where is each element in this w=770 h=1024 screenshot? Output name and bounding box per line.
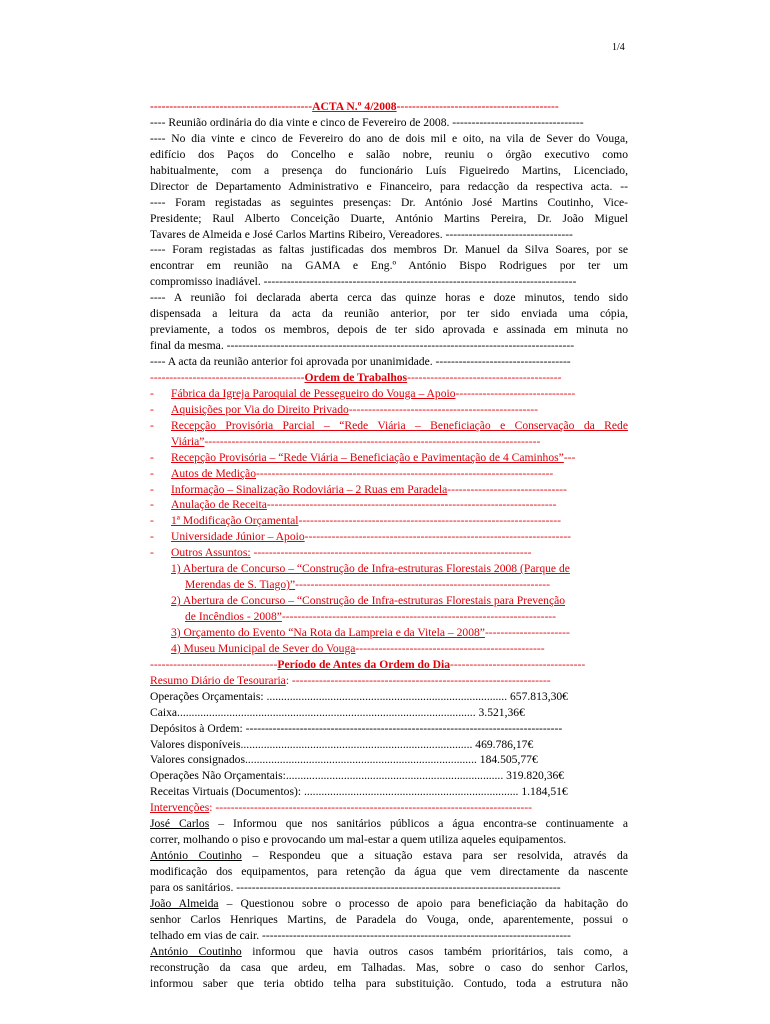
- agenda-item: [150, 402, 628, 418]
- agenda-item-fill: ---: [563, 450, 576, 464]
- outros-item-text: Merendas de S. Tiago)”: [185, 578, 296, 592]
- intervention-text: informou que havia outros casos também prioritários, tais como, a: [241, 944, 628, 958]
- agenda-dash: -: [150, 514, 154, 528]
- treasury-value: 319.820,36€: [503, 769, 565, 783]
- agenda-item-fill: -------------------------------: [455, 386, 576, 400]
- intervention-text: modificação dos equipamentos, para retenção da água que vem directamente da nascente: [150, 865, 628, 878]
- speaker-name: José Carlos: [150, 817, 210, 831]
- agenda-item: [150, 386, 628, 402]
- intervention-line: [150, 928, 628, 944]
- intervention-line: [150, 944, 628, 960]
- treasury-label: Caixa: [150, 705, 178, 719]
- treasury-summary: [150, 689, 628, 801]
- treasury-label: Operações Orçamentais:: [150, 689, 267, 703]
- treasury-dots: .......................................................................................................: [177, 705, 476, 719]
- agenda-dash: -: [150, 466, 154, 480]
- treasury-dots: ...........................................................................: [285, 769, 504, 783]
- intro-line: Presidente; Raul Alberto Conceição Duarte, António Martins Pereira, Dr. João Miguel: [150, 211, 628, 225]
- agenda-item-text: Recepção Provisória – “Rede Viária – Beneficiação e Pavimentação de 4 Caminhos”: [171, 450, 564, 464]
- intervention-line: [150, 880, 628, 896]
- agenda-dash: -: [150, 498, 154, 512]
- intro-line: ---- A acta da reunião anterior foi aprovada por unanimidade. -----------------------------------: [150, 355, 571, 368]
- intro-line: edifício dos Paços do Concelho e salão nobre, reuniu o órgão executivo como: [150, 147, 628, 161]
- outros-item: [150, 561, 628, 577]
- agenda-item-fill: -------------------------------: [447, 482, 567, 496]
- resumo-label: Resumo Diário de Tesouraria: [150, 673, 286, 687]
- intervention-text: reconstrução da casa que ardeu, em Talhadas. Mas, sobre o caso do senhor Carlos,: [150, 960, 628, 974]
- treasury-dots: ..........................................................................: [303, 785, 519, 799]
- periodo-title: Período de Antes da Ordem do Dia: [277, 657, 451, 671]
- treasury-label: Receitas Virtuais (Documentos):: [150, 785, 304, 799]
- agenda-item-text: Aquisições por Via do Direito Privado: [171, 402, 349, 416]
- agenda-item: [150, 434, 628, 450]
- intervention-line: [150, 912, 628, 928]
- intervencoes-heading-line: [150, 800, 628, 816]
- treasury-value: 1.184,51€: [518, 785, 568, 799]
- intro-line: final da mesma. ------------------------------------------------------------------------------------------: [150, 339, 575, 353]
- intro-paragraphs: [150, 115, 628, 370]
- intervention-text: – Respondeu que a situação estava para ser resolvida, através da: [241, 849, 628, 863]
- interventions-list: [150, 816, 628, 991]
- intervention-line: [150, 832, 628, 848]
- intro-line: compromisso inadiável. ---------------------------------------------------------------------------------: [150, 275, 577, 289]
- intro-line: Director de Departamento Administrativo e Financeiro, para redacção da respectiva acta. --: [150, 179, 628, 193]
- periodo-lead: ---------------------------------: [150, 657, 278, 671]
- agenda-item-fill: -------------------------------------------------: [348, 402, 538, 416]
- acta-title-line: [150, 99, 628, 115]
- intervention-text: para os sanitários. ------------------------------------------------------------------------------------: [150, 880, 561, 894]
- title-trail: ------------------------------------------: [396, 100, 559, 113]
- agenda-item-fill: --------------------------------------------------------------------: [298, 514, 561, 528]
- agenda-item: [150, 497, 628, 513]
- intro-line: dispensada a leitura da acta da reunião anterior, por ter sido enviada uma cópia,: [150, 307, 628, 321]
- outros-item-fill: ------------------------------------------------------------------: [295, 578, 550, 592]
- agenda-item-fill: ---------------------------------------------------------------------------------------: [204, 434, 541, 448]
- agenda-item-text: Fábrica da Igreja Paroquial de Pessegueiro do Vouga – Apoio: [171, 386, 456, 400]
- agenda-dash: -: [150, 418, 154, 432]
- outros-item-fill: -----------------------------------------------------------------------: [281, 610, 557, 623]
- treasury-row: [150, 752, 628, 768]
- outros-item-fill: ----------------------: [484, 625, 570, 639]
- agenda-dash: -: [150, 386, 154, 400]
- treasury-value: 3.521,36€: [475, 705, 525, 719]
- agenda-item: [150, 482, 628, 498]
- agenda-item: [150, 418, 628, 434]
- treasury-row: [150, 737, 628, 753]
- periodo-heading-line: [150, 657, 628, 673]
- outros-item-fill: -------------------------------------------------: [355, 641, 545, 655]
- speaker-name: João Almeida: [150, 896, 219, 910]
- agenda-dash: -: [150, 482, 154, 496]
- intro-line: ---- Reunião ordinária do dia vinte e cinco de Fevereiro de 2008. ----------------------------------: [150, 115, 584, 129]
- agenda-item-text: Universidade Júnior – Apoio: [171, 530, 305, 544]
- intro-line: Tavares de Almeida e José Carlos Martins Ribeiro, Vereadores. ---------------------------------: [150, 227, 573, 241]
- ordem-lead: ----------------------------------------: [150, 370, 305, 384]
- agenda-item-fill: ------------------------------------------------------------------------: [250, 546, 532, 560]
- page-number: 1/4: [612, 42, 625, 53]
- intro-line: ---- No dia vinte e cinco de Fevereiro do ano de dois mil e oito, na vila de Sever do Vouga,: [150, 131, 628, 145]
- agenda-item-text: Anulação de Receita: [171, 498, 267, 512]
- intervencoes-fill: : ----------------------------------------------------------------------------------: [209, 801, 532, 815]
- agenda-item: [150, 450, 628, 466]
- treasury-value: 184.505,77€: [476, 753, 538, 767]
- intervention-line: [150, 864, 628, 880]
- agenda-item-text: Viária”: [171, 434, 205, 448]
- treasury-dots: ................................................................................: [245, 753, 477, 767]
- acta-title: ACTA N.º 4/2008: [312, 100, 397, 113]
- outros-item: [150, 625, 628, 641]
- intervention-line: [150, 848, 628, 864]
- agenda-item-text: Recepção Provisória Parcial – “Rede Viária – Beneficiação e Conservação da Rede: [171, 418, 628, 432]
- intro-line: ---- Foram registadas as faltas justificadas dos membros Dr. Manuel da Silva Soares, por se: [150, 243, 628, 257]
- agenda-list: [150, 386, 628, 561]
- intervention-line: [150, 960, 628, 976]
- intro-line: ---- A reunião foi declarada aberta cerca das quinze horas e doze minutos, tendo sido: [150, 291, 628, 305]
- agenda-dash: -: [150, 402, 154, 416]
- agenda-item-fill: -----------------------------------------------------------------------------: [256, 466, 554, 480]
- treasury-row: [150, 721, 628, 737]
- agenda-dash: -: [150, 450, 154, 464]
- agenda-dash: -: [150, 546, 154, 560]
- treasury-label: Depósitos à Ordem:: [150, 721, 246, 735]
- outros-item-text: 2) Abertura de Concurso – “Construção de Infra-estruturas Florestais para Prevenção: [171, 594, 566, 608]
- outros-item-text: 3) Orçamento do Evento “Na Rota da Lampreia e da Vitela – 2008”: [171, 625, 485, 639]
- acta-body: [150, 99, 628, 992]
- outros-assuntos-list: [150, 561, 628, 657]
- title-lead: ------------------------------------------: [150, 100, 313, 113]
- periodo-trail: -----------------------------------: [450, 657, 586, 671]
- intervention-text: informou saber que teria obtido telha para substituição. Contudo, toda a estrutura não: [150, 976, 628, 990]
- resumo-fill: : -------------------------------------------------------------------: [285, 673, 551, 687]
- intervention-line: [150, 896, 628, 912]
- agenda-item: [150, 466, 628, 482]
- outros-item: [150, 641, 628, 657]
- treasury-row: [150, 705, 628, 721]
- ordem-title: Ordem de Trabalhos: [304, 370, 408, 384]
- agenda-item: [150, 529, 628, 545]
- agenda-item-fill: ---------------------------------------------------------------------: [304, 530, 572, 544]
- ordem-trail: ----------------------------------------: [407, 370, 562, 384]
- treasury-dots: ................................................................................: [240, 737, 473, 751]
- outros-item-text: 1) Abertura de Concurso – “Construção de Infra-estruturas Florestais 2008 (Parque de: [171, 562, 570, 576]
- intro-line: ---- Foram registadas as seguintes presenças: Dr. António José Martins Coutinho, Vice-: [150, 195, 628, 209]
- intervention-line: [150, 816, 628, 832]
- treasury-dots: ----------------------------------------------------------------------------------: [245, 721, 563, 735]
- intervencoes-label: Intervenções: [150, 801, 210, 815]
- intervention-text: senhor Carlos Henriques Martins, de Paradela do Vouga, onde, aparentemente, possui o: [150, 912, 628, 926]
- outros-item: [150, 593, 628, 609]
- speaker-name: António Coutinho: [150, 849, 242, 863]
- treasury-row: [150, 689, 628, 705]
- ordem-heading-line: [150, 370, 628, 386]
- agenda-item: [150, 545, 628, 561]
- treasury-label: Valores consignados: [150, 753, 245, 767]
- intro-line: previamente, a todos os membros, depois de ter sido aprovada e assinada em minuta no: [150, 323, 628, 337]
- intro-line: encontrar em reunião na GAMA e Eng.º António Bispo Rodrigues por ter um: [150, 259, 628, 273]
- intervention-text: – Informou que nos sanitários públicos a água encontra-se continuamente a: [209, 817, 628, 831]
- intervention-text: – Questionou sobre o processo de apoio para beneficiação da habitação do: [218, 896, 628, 910]
- treasury-value: 657.813,30€: [507, 689, 568, 703]
- agenda-item-text: Outros Assuntos:: [171, 546, 251, 560]
- agenda-item-text: Informação – Sinalização Rodoviária – 2 Ruas em Paradela: [171, 482, 448, 496]
- speaker-name: António Coutinho: [150, 944, 242, 958]
- agenda-item: [150, 513, 628, 529]
- outros-item-text: de Incêndios - 2008”: [185, 610, 282, 623]
- treasury-row: [150, 784, 628, 800]
- agenda-item-text: Autos de Medição: [171, 466, 257, 480]
- outros-item: [150, 609, 628, 625]
- agenda-item-fill: ---------------------------------------------------------------------------: [266, 498, 557, 512]
- intervention-text: telhado em vias de cair. --------------------------------------------------------------------------------: [150, 928, 571, 942]
- outros-item: [150, 577, 628, 593]
- intervention-line: [150, 976, 628, 992]
- intervention-text: correr, molhando o piso e provocando um mal-estar a quem utiliza aqueles equipamentos.: [150, 833, 567, 847]
- treasury-label: Valores disponíveis: [150, 737, 241, 751]
- treasury-dots: ...................................................................................: [266, 689, 508, 703]
- agenda-item-text: 1ª Modificação Orçamental: [171, 514, 299, 528]
- treasury-label: Operações Não Orçamentais:: [150, 769, 286, 783]
- resumo-heading-line: [150, 673, 628, 689]
- treasury-value: 469.786,17€: [472, 737, 534, 751]
- outros-item-text: 4) Museu Municipal de Sever do Vouga: [171, 641, 356, 655]
- treasury-row: [150, 768, 628, 784]
- intro-line: habitualmente, com a presença do funcionário Luís Figueiredo Martins, Licenciado,: [150, 163, 628, 177]
- agenda-dash: -: [150, 530, 154, 544]
